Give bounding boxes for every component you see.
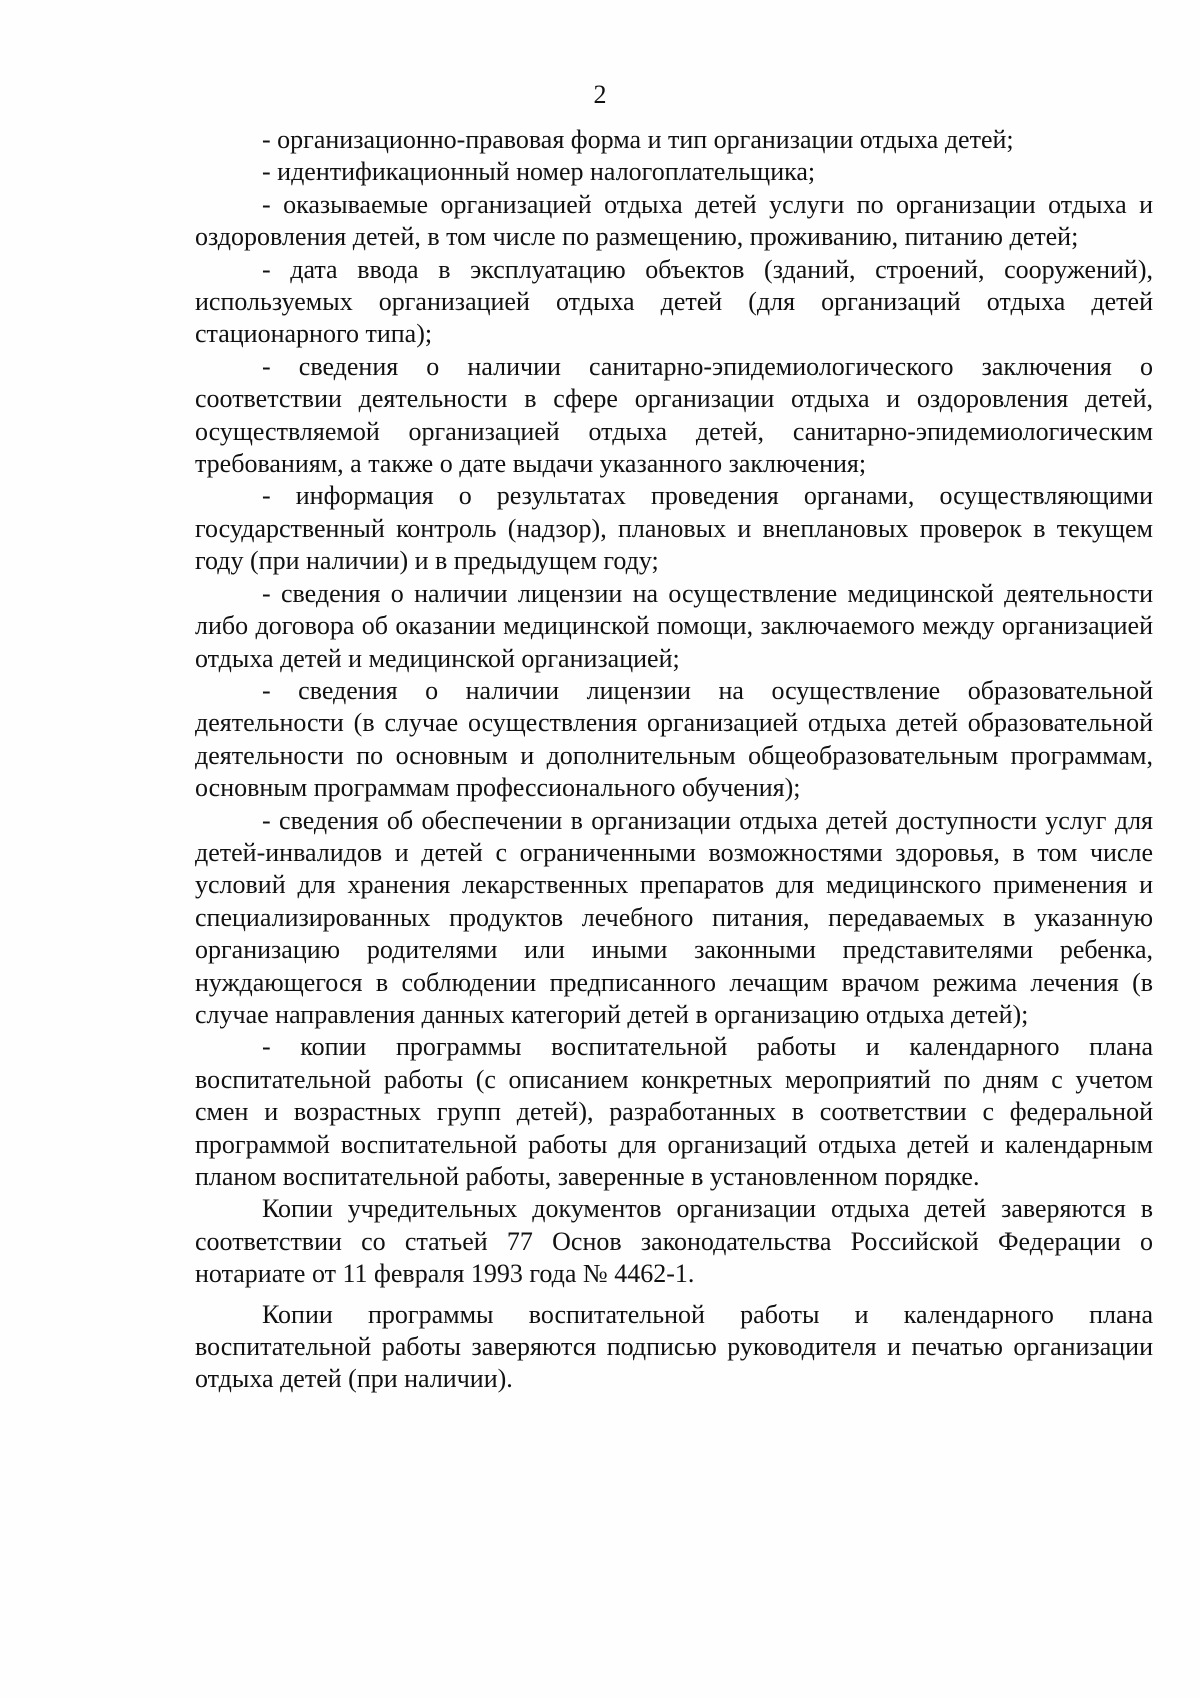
list-item: - сведения о наличии санитарно-эпидемиологического заключения о соответствии деятельности в сфере организации отдыха и оздоровления детей, осуществляемой организацией отдыха детей, санитарно-эпидемиологическим требованиям, а также о дате выдачи указанного заключения; [195, 351, 1153, 479]
paragraph: Копии учредительных документов организации отдыха детей заверяются в соответствии со статьей 77 Основ законодательства Российской Федерации о нотариате от 11 февраля 1993 года № 4462-1. [195, 1194, 1153, 1289]
list-item: - оказываемые организацией отдыха детей услуги по организации отдыха и оздоровления детей, в том числе по размещению, проживанию, питанию детей; [195, 189, 1153, 252]
page-number: 2 [593, 80, 607, 109]
list-item: - информация о результатах проведения органами, осуществляющими государственный контроль (надзор), плановых и внеплановых проверок в текущем году (при наличии) и в предыдущем году; [195, 481, 1153, 576]
list-item: - дата ввода в эксплуатацию объектов (зданий, строений, сооружений), используемых организацией отдыха детей (для организаций отдыха детей стационарного типа); [195, 254, 1153, 349]
list-item: - организационно-правовая форма и тип организации отдыха детей; [262, 125, 1014, 154]
list-item: - сведения об обеспечении в организации отдыха детей доступности услуг для детей-инвалидов и детей с ограниченными возможностями здоровья, в том числе условий для хранения лекарственных препаратов для медицинского применения и специализированных продуктов лечебного питания, передаваемых в указанную организацию родителями или иными законными представителями ребенка, нуждающегося в соблюдении предписанного лечащим врачом режима лечения (в случае направления данных категорий детей в организацию отдыха детей); [195, 805, 1153, 1029]
document-body [195, 124, 1153, 1396]
list-item: - копии программы воспитательной работы и календарного плана воспитательной работы (с описанием конкретных мероприятий по дням с учетом смен и возрастных групп детей), разработанных в соответствии с федеральной программой воспитательной работы для организаций отдыха детей и календарным планом воспитательной работы, заверенные в установленном порядке. [195, 1032, 1153, 1191]
list-item: - сведения о наличии лицензии на осуществление образовательной деятельности (в случае осуществления организацией отдыха детей образовательной деятельности по основным и дополнительным общеобразовательным программам, основным программам профессионального обучения); [195, 675, 1153, 803]
list-item: - сведения о наличии лицензии на осуществление медицинской деятельности либо договора об оказании медицинской помощи, заключаемого между организацией отдыха детей и медицинской организацией; [195, 578, 1153, 673]
list-item: - идентификационный номер налогоплательщика; [262, 157, 816, 187]
paragraph: Копии программы воспитательной работы и календарного плана воспитательной работы заверяются подписью руководителя и печатью организации отдыха детей (при наличии). [195, 1299, 1153, 1394]
